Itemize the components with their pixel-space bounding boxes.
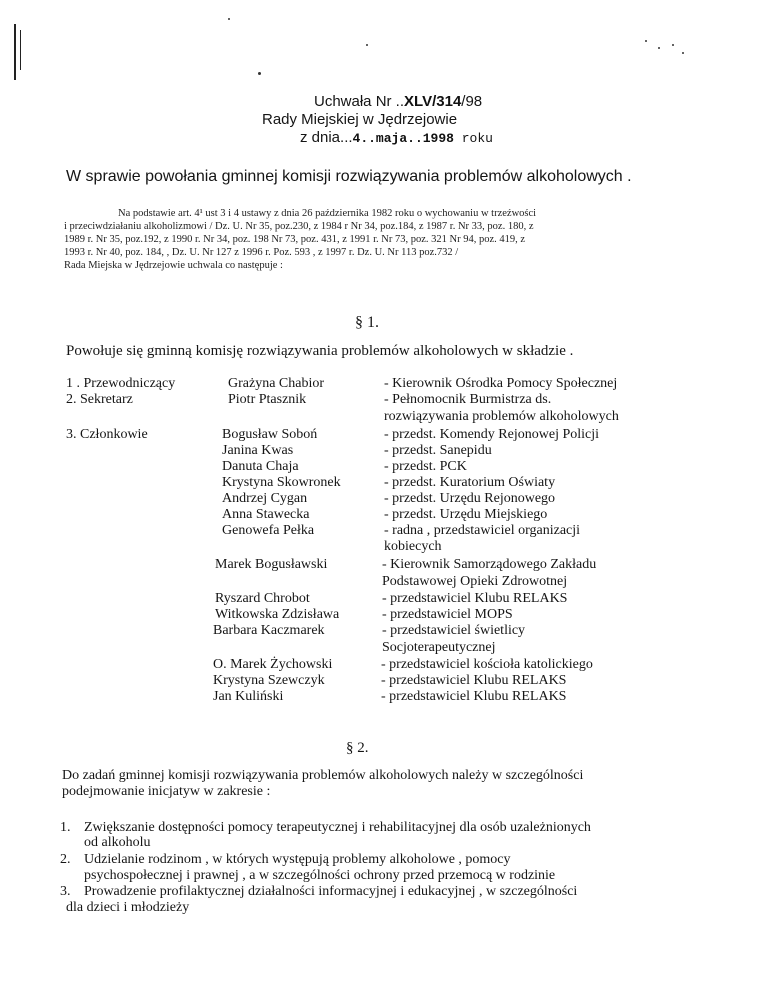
member-description: Socjoterapeutycznej — [382, 640, 496, 655]
member-description: Podstawowej Opieki Zdrowotnej — [382, 574, 568, 589]
duty-text: Prowadzenie profilaktycznej działalności informacyjnej i edukacyjnej , w szczególności — [84, 884, 578, 899]
member-name: Danuta Chaja — [222, 459, 299, 474]
scan-speck — [658, 47, 660, 49]
duty-text: Zwiększanie dostępności pomocy terapeutycznej i rehabilitacyjnej dla osób uzależnionych — [84, 820, 591, 835]
council-name: Rady Miejskiej w Jędrzejowie — [262, 111, 458, 128]
member-description: - radna , przedstawiciel organizacji — [384, 523, 581, 538]
member-role: 3. Członkowie — [66, 427, 148, 442]
duty-text: psychospołecznej i prawnej , a w szczególności ochrony przed przemocą w rodzinie — [84, 868, 556, 883]
member-name: Janina Kwas — [222, 443, 294, 458]
scan-speck — [228, 18, 230, 20]
member-description: kobiecych — [384, 539, 442, 554]
member-name: Krystyna Szewczyk — [213, 673, 325, 688]
legal-basis-line: i przeciwdziałaniu alkoholizmowi / Dz. U. Nr 35, poz.230, z 1984 r Nr 34, poz.184, z 1987 r. Nr 33, poz. 180, z — [64, 221, 534, 232]
resolution-date-stamp: 4..maja..1998 — [352, 131, 454, 146]
resolution-subject: W sprawie powołania gminnej komisji rozwiązywania problemów alkoholowych . — [66, 168, 632, 185]
member-name: Barbara Kaczmarek — [213, 623, 325, 638]
member-description: - Pełnomocnik Burmistrza ds. — [384, 392, 552, 407]
section-2-intro: Do zadań gminnej komisji rozwiązywania problemów alkoholowych należy w szczególności — [62, 768, 584, 783]
member-description: rozwiązywania problemów alkoholowych — [384, 409, 619, 424]
member-name: Marek Bogusławski — [215, 557, 328, 572]
member-name: Genowefa Pełka — [222, 523, 315, 538]
member-description: - Kierownik Ośrodka Pomocy Społecznej — [384, 376, 618, 391]
member-description: - przedst. Urzędu Miejskiego — [384, 507, 548, 522]
section-2-heading: § 2. — [346, 740, 369, 756]
resolution-date-prefix: z dnia... — [300, 129, 353, 146]
member-name: Ryszard Chrobot — [215, 591, 310, 606]
member-description: - przedst. Urzędu Rejonowego — [384, 491, 556, 506]
scan-speck — [366, 44, 368, 46]
duty-text: dla dzieci i młodzieży — [66, 900, 190, 915]
duty-text: Udzielanie rodzinom , w których występują problemy alkoholowe , pomocy — [84, 852, 511, 867]
member-description: - przedst. Komendy Rejonowej Policji — [384, 427, 600, 442]
member-name: Grażyna Chabior — [228, 376, 325, 391]
member-description: - przedstawiciel Klubu RELAKS — [382, 591, 568, 606]
scan-speck — [258, 72, 261, 75]
resolution-date-suffix: roku — [453, 131, 493, 146]
member-description: - przedst. Sanepidu — [384, 443, 492, 458]
member-description: - przedstawiciel świetlicy — [382, 623, 526, 638]
legal-basis-line: 1989 r. Nr 35, poz.192, z 1990 r. Nr 34, poz. 198 Nr 73, poz. 431, z 1991 r. Nr 73, poz. 321 Nr 94, poz. 419, z — [64, 234, 526, 245]
member-description: - przedstawiciel Klubu RELAKS — [381, 689, 567, 704]
member-name: Bogusław Soboń — [222, 427, 318, 442]
member-description: - przedstawiciel MOPS — [382, 607, 513, 622]
duty-text: od alkoholu — [84, 835, 151, 850]
resolution-date — [300, 129, 493, 147]
scan-speck — [672, 44, 674, 46]
member-name: Anna Stawecka — [222, 507, 310, 522]
member-name: Jan Kuliński — [213, 689, 284, 704]
resolution-number-stamp: XLV/314 — [404, 93, 462, 110]
duty-number: 2. — [60, 852, 71, 867]
section-1-intro: Powołuje się gminną komisję rozwiązywania problemów alkoholowych w składzie . — [66, 343, 574, 359]
member-name: Piotr Ptasznik — [228, 392, 307, 407]
duty-number: 3. — [60, 884, 71, 899]
member-name: Andrzej Cygan — [222, 491, 308, 506]
member-description: - Kierownik Samorządowego Zakładu — [382, 557, 597, 572]
section-1-heading: § 1. — [355, 314, 379, 331]
member-description: - przedst. PCK — [384, 459, 467, 474]
member-role: 2. Sekretarz — [66, 392, 133, 407]
member-name: O. Marek Żychowski — [213, 657, 333, 672]
member-name: Witkowska Zdzisława — [215, 607, 340, 622]
binder-mark — [20, 30, 21, 70]
member-role: 1 . Przewodniczący — [66, 376, 176, 391]
member-description: - przedstawiciel kościoła katolickiego — [381, 657, 593, 672]
scan-speck — [645, 40, 647, 42]
member-description: - przedstawiciel Klubu RELAKS — [381, 673, 567, 688]
duty-number: 1. — [60, 820, 71, 835]
resolution-number-prefix: Uchwała Nr .. — [314, 93, 405, 110]
resolution-number-suffix: /98 — [461, 93, 483, 110]
legal-basis-line: Na podstawie art. 4¹ ust 3 i 4 ustawy z dnia 26 października 1982 roku o wychowaniu w trzeźwości — [118, 208, 537, 219]
binder-mark — [14, 24, 16, 80]
scan-speck — [682, 52, 684, 54]
legal-basis-line: Rada Miejska w Jędrzejowie uchwala co następuje : — [64, 260, 283, 271]
member-description: - przedst. Kuratorium Oświaty — [384, 475, 556, 490]
legal-basis-line: 1993 r. Nr 40, poz. 184, , Dz. U. Nr 127 z 1996 r. Poz. 593 , z 1997 r. Dz. U. Nr 113 poz.732 / — [64, 247, 459, 258]
section-2-intro: podejmowanie inicjatyw w zakresie : — [62, 784, 271, 799]
resolution-number — [314, 93, 482, 110]
member-name: Krystyna Skowronek — [222, 475, 341, 490]
